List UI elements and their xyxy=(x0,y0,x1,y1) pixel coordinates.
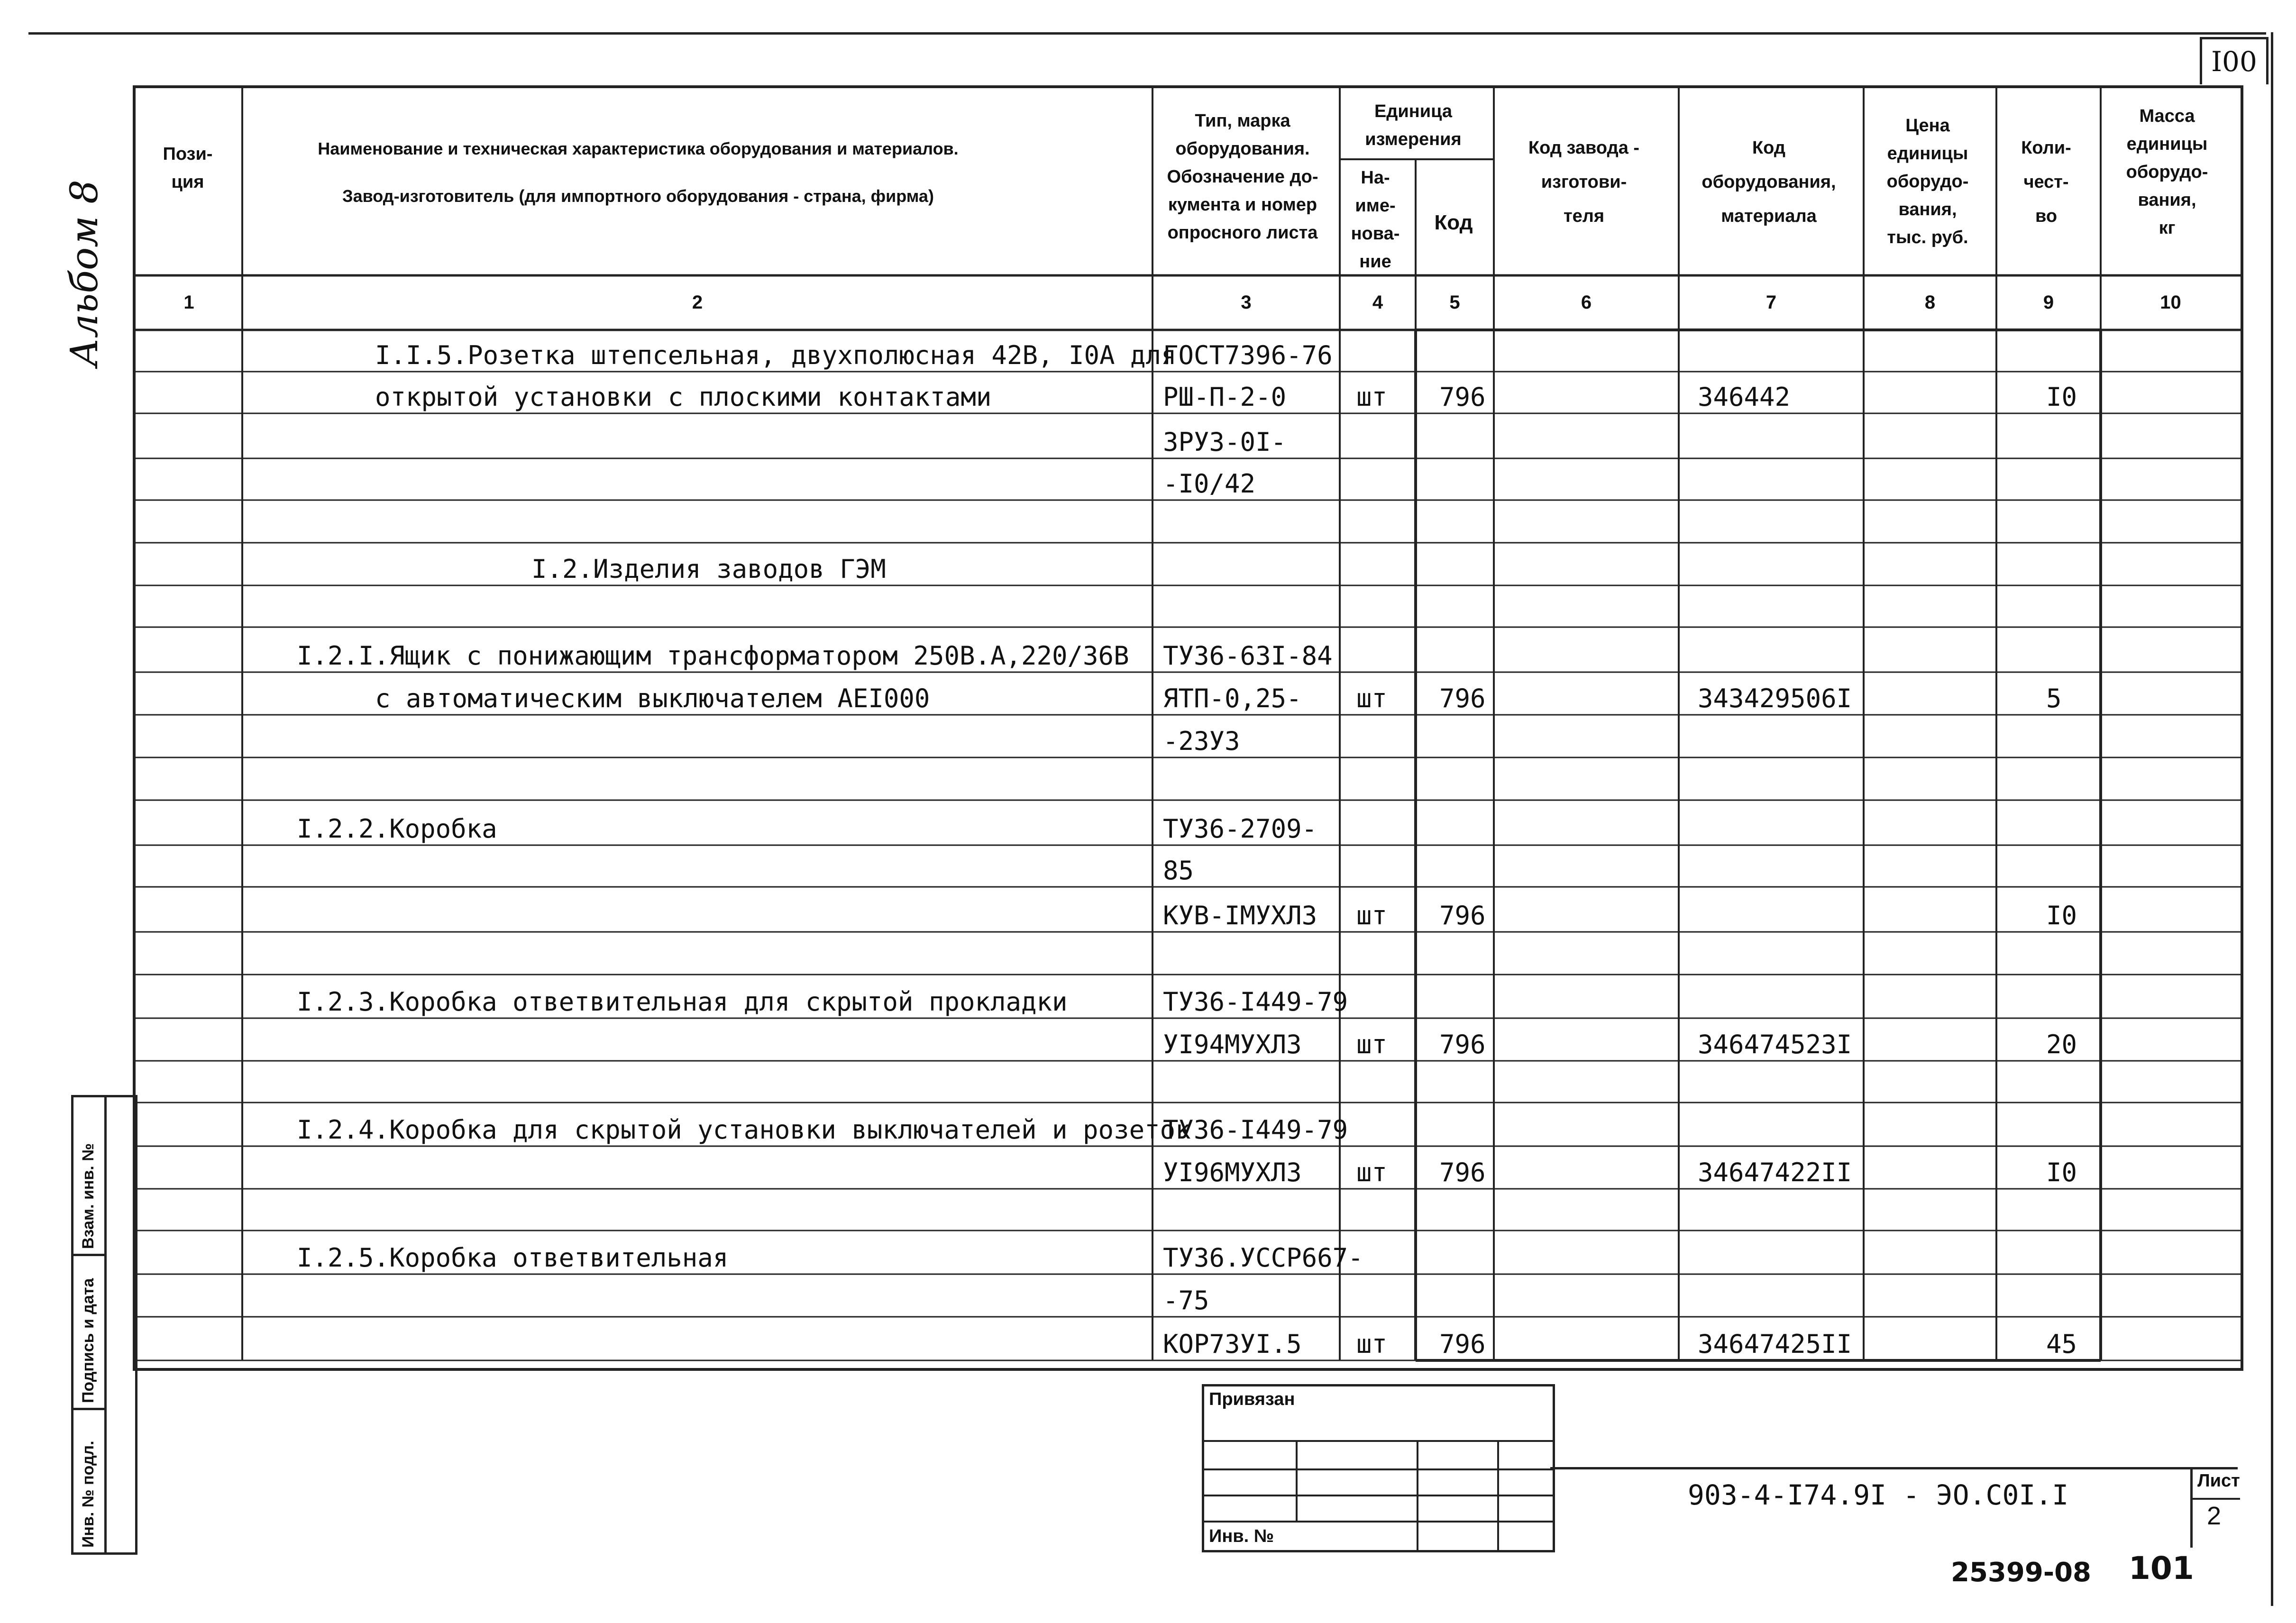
row-type: КУВ-IМУХЛЗ xyxy=(1163,901,1317,930)
top-border-line xyxy=(28,32,2266,35)
row-type: -I0/42 xyxy=(1163,469,1256,499)
header-equipment-code: Код оборудования, материала xyxy=(1701,138,1836,227)
page-number: I00 xyxy=(2211,46,2257,78)
header-unit-code: Код xyxy=(1434,211,1473,234)
header-position: Пози- ция xyxy=(163,144,213,192)
row-name: с автоматическим выключателем АЕI000 xyxy=(375,684,930,713)
row-type: -75 xyxy=(1163,1286,1209,1315)
row-type: ЗРУЗ-0I- xyxy=(1163,427,1287,457)
row-name: I.2.2.Коробка xyxy=(297,814,497,844)
header-mass: Масса единицы оборудо- вания, кг xyxy=(2126,106,2208,238)
column-number: 10 xyxy=(2160,292,2181,313)
row-type: 85 xyxy=(1163,856,1194,885)
column-number: 3 xyxy=(1241,292,1252,313)
row-name: I.2.3.Коробка ответвительная для скрытой прокладки xyxy=(297,987,1068,1017)
column-number: 4 xyxy=(1372,292,1383,313)
footer-page: 101 xyxy=(2129,1550,2194,1587)
side-stamp xyxy=(71,1095,137,1555)
row-equipment-code: 343429506I xyxy=(1698,684,1852,713)
column-number: 6 xyxy=(1581,292,1592,313)
row-quantity: I0 xyxy=(2046,1158,2077,1187)
row-unit-code: 796 xyxy=(1439,901,1486,930)
column-number: 5 xyxy=(1449,292,1460,313)
sheet-box xyxy=(2190,1467,2240,1548)
row-unit: шт xyxy=(1356,1158,1388,1187)
header-price: Цена единицы оборудо- вания, тыс. руб. xyxy=(1886,116,1969,247)
row-equipment-code: 34647425II xyxy=(1698,1329,1852,1359)
header-type: Тип, марка оборудования. Обозначение до- кумента и номер опросного листа xyxy=(1167,111,1318,243)
row-unit: шт xyxy=(1356,382,1388,412)
row-quantity: 5 xyxy=(2046,684,2062,713)
row-name: I.I.5.Розетка штепсельная, двухполюсная 42В, I0А для xyxy=(375,340,1177,370)
row-unit: шт xyxy=(1356,901,1388,930)
row-type: КОР73УI.5 xyxy=(1163,1329,1302,1359)
row-quantity: I0 xyxy=(2046,901,2077,930)
attached-label: Привязан xyxy=(1209,1389,1295,1409)
stamp-replace-inv: Взам. инв. № xyxy=(79,1143,97,1249)
row-equipment-code: 346442 xyxy=(1698,382,1791,412)
column-number: 9 xyxy=(2043,292,2054,313)
row-type: ТУ36-I449-79 xyxy=(1163,987,1348,1017)
row-unit-code: 796 xyxy=(1439,1329,1486,1359)
row-type: ЯТП-0,25- xyxy=(1163,684,1302,713)
right-border-line xyxy=(2271,32,2273,1606)
row-name: I.2.5.Коробка ответвительная xyxy=(297,1243,729,1273)
row-unit-code: 796 xyxy=(1439,1158,1486,1187)
row-type: РШ-П-2-0 xyxy=(1163,382,1287,412)
column-number: 2 xyxy=(692,292,703,313)
row-type: ГОСТ7396-76 xyxy=(1163,340,1333,370)
header-name-2: Завод-изготовитель (для импортного оборудования - страна, фирма) xyxy=(342,186,934,206)
row-quantity: 20 xyxy=(2046,1030,2077,1059)
header-unit-name: На- име- нова- ние xyxy=(1351,168,1400,272)
row-type: ТУ36-I449-79 xyxy=(1163,1115,1348,1145)
stamp-signature-date: Подпись и дата xyxy=(79,1278,97,1403)
attachment-stamp xyxy=(1202,1384,1555,1552)
column-number: 8 xyxy=(1924,292,1936,313)
row-unit-code: 796 xyxy=(1439,1030,1486,1059)
row-name: I.2.I.Ящик с понижающим трансформатором 250В.А,220/36В xyxy=(297,641,1129,671)
stamp-orig-inv: Инв. № подл. xyxy=(79,1441,97,1548)
row-equipment-code: 34647422II xyxy=(1698,1158,1852,1187)
row-equipment-code: 346474523I xyxy=(1698,1030,1852,1059)
sheet-number: 2 xyxy=(2207,1502,2222,1530)
row-type: УI94МУХЛЗ xyxy=(1163,1030,1302,1059)
row-type: -23УЗ xyxy=(1163,726,1240,756)
header-unit: Единица измерения xyxy=(1365,101,1462,149)
row-quantity: I0 xyxy=(2046,382,2077,412)
row-unit-code: 796 xyxy=(1439,382,1486,412)
specification-table xyxy=(133,85,2243,1371)
row-quantity: 45 xyxy=(2046,1329,2077,1359)
row-type: ТУ36.УССР667- xyxy=(1163,1243,1363,1273)
column-number: 7 xyxy=(1765,292,1777,313)
header-quantity: Коли- чест- во xyxy=(2021,138,2071,227)
page-number-box xyxy=(2200,37,2269,84)
sheet-label: Лист xyxy=(2197,1471,2240,1491)
inv-label: Инв. № xyxy=(1209,1526,1274,1546)
row-name: I.2.Изделия заводов ГЭМ xyxy=(531,554,886,584)
row-name: открытой установки с плоскими контактами xyxy=(375,382,992,412)
header-name-1: Наименование и техническая характеристика оборудования и материалов. xyxy=(318,139,959,158)
album-label: Альбом 8 xyxy=(62,180,106,367)
row-unit: шт xyxy=(1356,1329,1388,1359)
footer-code: 25399-08 xyxy=(1951,1557,2091,1588)
row-type: ТУ36-2709- xyxy=(1163,814,1317,844)
row-unit-code: 796 xyxy=(1439,684,1486,713)
row-name: I.2.4.Коробка для скрытой установки выключателей и розеток xyxy=(297,1115,1191,1145)
row-type: ТУ36-63I-84 xyxy=(1163,641,1333,671)
row-unit: шт xyxy=(1356,1030,1388,1059)
header-factory-code: Код завода - изготови- теля xyxy=(1528,138,1640,227)
document-code: 903-4-I74.9I - ЭО.С0I.I xyxy=(1688,1479,2069,1511)
column-number: 1 xyxy=(183,292,194,313)
row-type: УI96МУХЛЗ xyxy=(1163,1158,1302,1187)
row-unit: шт xyxy=(1356,684,1388,713)
